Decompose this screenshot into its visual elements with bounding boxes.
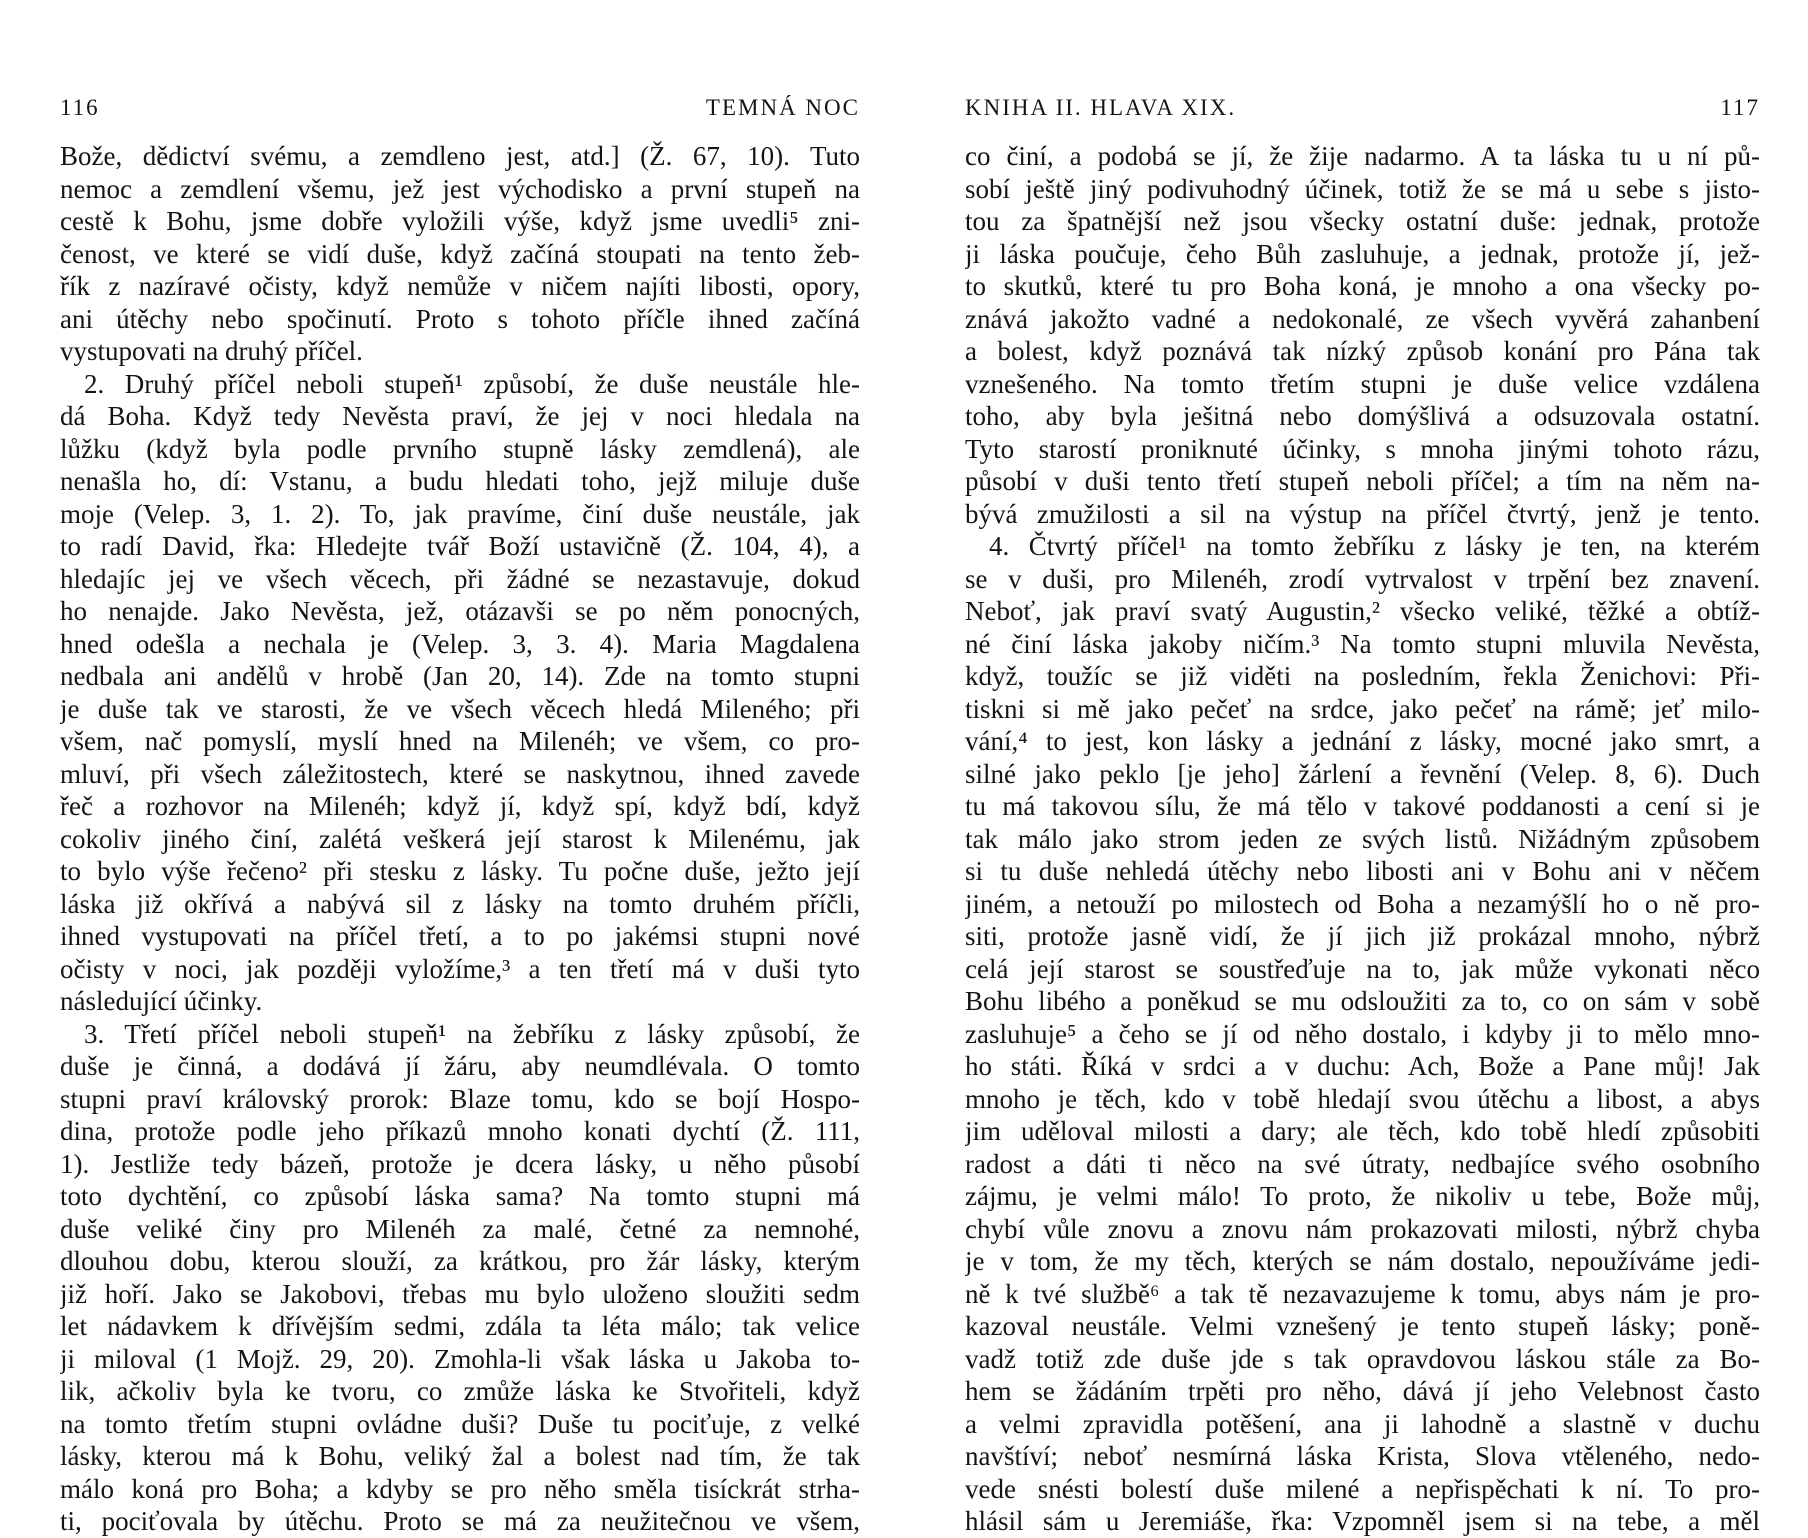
text-line: siti, protože jasně vidí, že jí jich již prokázal mnoho, nýbrž <box>965 921 1760 951</box>
text-line: zájmu, je velmi málo! To proto, že nikoliv u tebe, Bože můj, <box>965 1181 1760 1211</box>
text-line: mnoho je těch, kdo v tobě hledají svou útěchu a libost, a abys <box>965 1083 1760 1114</box>
text-line: již hoří. Jako se Jakobovi, třebas mu bylo uloženo sloužiti sedm <box>60 1278 860 1309</box>
text-line: Tyto starostí proniknuté účinky, s mnoha jinými tohoto rázu, <box>965 433 1760 464</box>
text-line: čenost, ve které se vidí duše, když začíná stoupati na tento žeb- <box>60 238 860 269</box>
text-line: řík z nazíravé očisty, když nemůže v ničem najíti libosti, opory, <box>60 271 860 301</box>
text-line: tiskni si mě jako pečeť na srdce, jako pečeť na rámě; jeť milo- <box>965 693 1760 724</box>
text-line: a velmi zpravidla potěšení, ana ji lahodně a slastně v duchu <box>965 1408 1760 1439</box>
text-line: ani útěchy nebo spočinutí. Proto s tohoto příčle ihned začíná <box>60 303 860 334</box>
text-line: to bylo výše řečeno² při stesku z lásky. Tu počne duše, ježto její <box>60 856 860 886</box>
left-page-body <box>60 140 860 1538</box>
text-line: Bože, dědictví svému, a zemdleno jest, atd.] (Ž. 67, 10). Tuto <box>60 141 860 171</box>
text-line: né činí láska jakoby ničím.³ Na tomto stupni mluvila Nevěsta, <box>965 628 1760 659</box>
text-line: chybí vůle znovu a znovu nám prokazovati milosti, nýbrž chyba <box>965 1213 1760 1244</box>
text-line: ji láska poučuje, čeho Bůh zasluhuje, a jednak, protože jí, jež- <box>965 238 1760 269</box>
text-line: nedbala ani andělů v hrobě (Jan 20, 14). Zde na tomto stupni <box>60 661 860 691</box>
text-line: dá Boha. Když tedy Nevěsta praví, že jej v noci hledala na <box>60 401 860 431</box>
text-line: 2. Druhý příčel neboli stupeň¹ způsobí, že duše neustále hle- <box>84 368 860 399</box>
text-line: 1). Jestliže tedy bázeň, protože je dcera lásky, u něho působí <box>60 1148 860 1179</box>
text-line: na tomto třetím stupni ovládne duši? Duše tu pociťuje, z velké <box>60 1408 860 1439</box>
text-line: to skutků, které tu pro Boha koná, je mnoho a ona všecky po- <box>965 271 1760 301</box>
text-line: nemoc a zemdlení všemu, jež jest východisko a první stupeň na <box>60 173 860 204</box>
text-line: dina, protože podle jeho příkazů mnoho konati dychtí (Ž. 111, <box>60 1116 860 1146</box>
text-line: cestě k Bohu, jsme dobře vyložili výše, když jsme uvedli⁵ zni- <box>60 206 860 236</box>
text-line: moje (Velep. 3, 1. 2). To, jak pravíme, činí duše neustále, jak <box>60 498 860 529</box>
left-page-header <box>60 95 860 129</box>
text-line: ji miloval (1 Mojž. 29, 20). Zmohla-li však láska u Jakoba to- <box>60 1343 860 1374</box>
text-line: tou za špatnější než jsou všecky ostatní duše: jednak, protože <box>965 206 1760 236</box>
text-line: vede snésti bolestí duše milené a nepřispěchati k ní. To pro- <box>965 1473 1760 1504</box>
text-line: hlásil sám u Jeremiáše, řka: Vzpomněl jsem si na tebe, a měl <box>965 1506 1760 1536</box>
right-page-header <box>965 95 1760 129</box>
text-line: řeč a rozhovor na Milenéh; když jí, když spí, když bdí, když <box>60 791 860 821</box>
text-line: ho státi. Říká v srdci a v duchu: Ach, Bože a Pane můj! Jak <box>965 1051 1760 1081</box>
text-line: ti, pociťovala by útěchu. Proto se má za neužitečnou ve všem, <box>60 1506 860 1536</box>
text-line: duše je činná, a dodává jí žáru, aby neumdlévala. O tomto <box>60 1051 860 1081</box>
running-head: KNIHA II. HLAVA XIX. <box>965 95 1237 120</box>
text-line: nenašla ho, dí: Vstanu, a budu hledati toho, jejž miluje duše <box>60 466 860 496</box>
text-line: co činí, a podobá se jí, že žije nadarmo. A ta láska tu u ní pů- <box>965 141 1760 171</box>
text-line: ho nenajde. Jako Nevěsta, jež, otázavši se po něm ponocných, <box>60 596 860 626</box>
text-line: málo koná pro Boha; a kdyby se pro něho směla tisíckrát strha- <box>60 1473 860 1504</box>
text-line: ně k tvé službě⁶ a tak tě nezavazujeme k tomu, abys nám je pro- <box>965 1278 1760 1309</box>
text-line: silné jako peklo [je jeho] žárlení a řevnění (Velep. 8, 6). Duch <box>965 758 1760 789</box>
text-line: působí v duši tento třetí stupeň neboli příčel; a tím na něm na- <box>965 466 1760 496</box>
running-head: TEMNÁ NOC <box>705 95 860 120</box>
text-line: navštíví; neboť nesmírná láska Krista, Slova vtěleného, nedo- <box>965 1441 1760 1471</box>
text-line: tu má takovou sílu, že má tělo v takové poddanosti a cení si je <box>965 791 1760 821</box>
text-line: dlouhou dobu, kterou slouží, za krátkou, pro žár lásky, kterým <box>60 1246 860 1276</box>
text-line: radost a dáti ti něco na své útraty, nedbajíce svého osobního <box>965 1148 1760 1179</box>
text-line: vystupovati na druhý příčel. <box>60 336 363 366</box>
text-line: je v tom, že my těch, kterých se nám dostalo, nepoužíváme jedi- <box>965 1246 1760 1276</box>
text-line: hem se žádáním trpěti pro něho, dává jí jeho Velebnost často <box>965 1376 1760 1406</box>
text-line: toho, aby byla ješitná nebo domýšlivá a odsuzovala ostatní. <box>965 401 1760 431</box>
text-line: lůžku (když byla podle prvního stupně lásky zemdlená), ale <box>60 433 860 464</box>
text-line: jim uděloval milosti a dary; ale těch, kdo tobě hledí způsobiti <box>965 1116 1760 1146</box>
text-line: let nádavkem k dřívějším sedmi, zdála ta léta málo; tak velice <box>60 1311 860 1341</box>
text-line: je duše tak ve starosti, že ve všech věcech hledá Mileného; při <box>60 693 860 724</box>
page-number: 116 <box>60 95 100 120</box>
text-line: vadž totiž zde duše jde s tak opravdovou láskou stále za Bo- <box>965 1343 1760 1374</box>
text-line: bývá zmužilosti a sil na výstup na příčel čtvrtý, jenž je tento. <box>965 498 1760 529</box>
text-line: lásky, kterou má k Bohu, veliký žal a bolest nad tím, že tak <box>60 1441 860 1471</box>
text-line: lik, ačkoliv byla ke tvoru, co zmůže láska ke Stvořiteli, když <box>60 1376 860 1406</box>
text-line: Neboť, jak praví svatý Augustin,² všecko veliké, těžké a obtíž- <box>965 596 1760 626</box>
text-line: hledajíc jej ve všech věcech, při žádné se nezastavuje, dokud <box>60 563 860 594</box>
text-line: hned odešla a nechala je (Velep. 3, 3. 4). Maria Magdalena <box>60 628 860 659</box>
text-line: toto dychtění, co způsobí láska sama? Na tomto stupni má <box>60 1181 860 1211</box>
text-line: tak málo jako strom jeden ze svých listů. Nižádným způsobem <box>965 823 1760 854</box>
right-page-body <box>965 140 1760 1538</box>
text-line: následující účinky. <box>60 986 263 1016</box>
text-line: očisty v noci, jak později vyložíme,³ a ten třetí má v duši tyto <box>60 953 860 984</box>
text-line: vznešeného. Na tomto třetím stupni je duše velice vzdálena <box>965 368 1760 399</box>
text-line: ihned vystupovati na příčel třetí, a to po jakémsi stupni nové <box>60 921 860 951</box>
text-line: znává jakožto vadné a nedokonalé, ze všech vyvěrá zahanbení <box>965 303 1760 334</box>
text-line: celá její starost se soustřeďuje na to, jak může vykonati něco <box>965 953 1760 984</box>
text-line: cokoliv jiného činí, zalétá veškerá její starost k Milenému, jak <box>60 823 860 854</box>
text-line: se v duši, pro Milenéh, zrodí vytrvalost v trpění bez znavení. <box>965 563 1760 594</box>
text-line: mluví, při všech záležitostech, které se naskytnou, ihned zavede <box>60 758 860 789</box>
text-line: stupni praví královský prorok: Blaze tomu, kdo se bojí Hospo- <box>60 1083 860 1114</box>
text-line: láska již okřívá a nabývá sil z lásky na tomto druhém příčli, <box>60 888 860 919</box>
page-number: 117 <box>1720 95 1760 120</box>
text-line: všem, nač pomyslí, myslí hned na Milenéh; ve všem, co pro- <box>60 726 860 756</box>
text-line: duše veliké činy pro Milenéh za malé, četné za nemnohé, <box>60 1213 860 1244</box>
text-line: si tu duše nehledá útěchy nebo libosti ani v Bohu ani v něčem <box>965 856 1760 886</box>
text-line: zasluhuje⁵ a čeho se jí od něho dostalo, i kdyby ji to mělo mno- <box>965 1018 1760 1049</box>
text-line: jiném, a netouží po milostech od Boha a nezamýšlí ho o ně pro- <box>965 888 1760 919</box>
text-line: kazoval neustále. Velmi vznešený je tento stupeň lásky; poně- <box>965 1311 1760 1341</box>
text-line: když, toužíc se již viděti na posledním, řekla Ženichovi: Při- <box>965 661 1760 691</box>
text-line: to radí David, řka: Hledejte tvář Boží ustavičně (Ž. 104, 4), a <box>60 531 860 561</box>
text-line: a bolest, když poznává tak nízký způsob konání pro Pána tak <box>965 336 1760 366</box>
text-line: vání,⁴ to jest, kon lásky a jednání z lásky, mocné jako smrt, a <box>965 726 1760 756</box>
text-line: 3. Třetí příčel neboli stupeň¹ na žebříku z lásky způsobí, že <box>84 1018 860 1049</box>
text-line: sobí ještě jiný podivuhodný účinek, totiž že se má u sebe s jisto- <box>965 173 1760 204</box>
text-line: Bohu libého a poněkud se mu odsloužiti za to, co on sám v sobě <box>965 986 1760 1016</box>
text-line: 4. Čtvrtý příčel¹ na tomto žebříku z lásky je ten, na kterém <box>989 531 1760 561</box>
